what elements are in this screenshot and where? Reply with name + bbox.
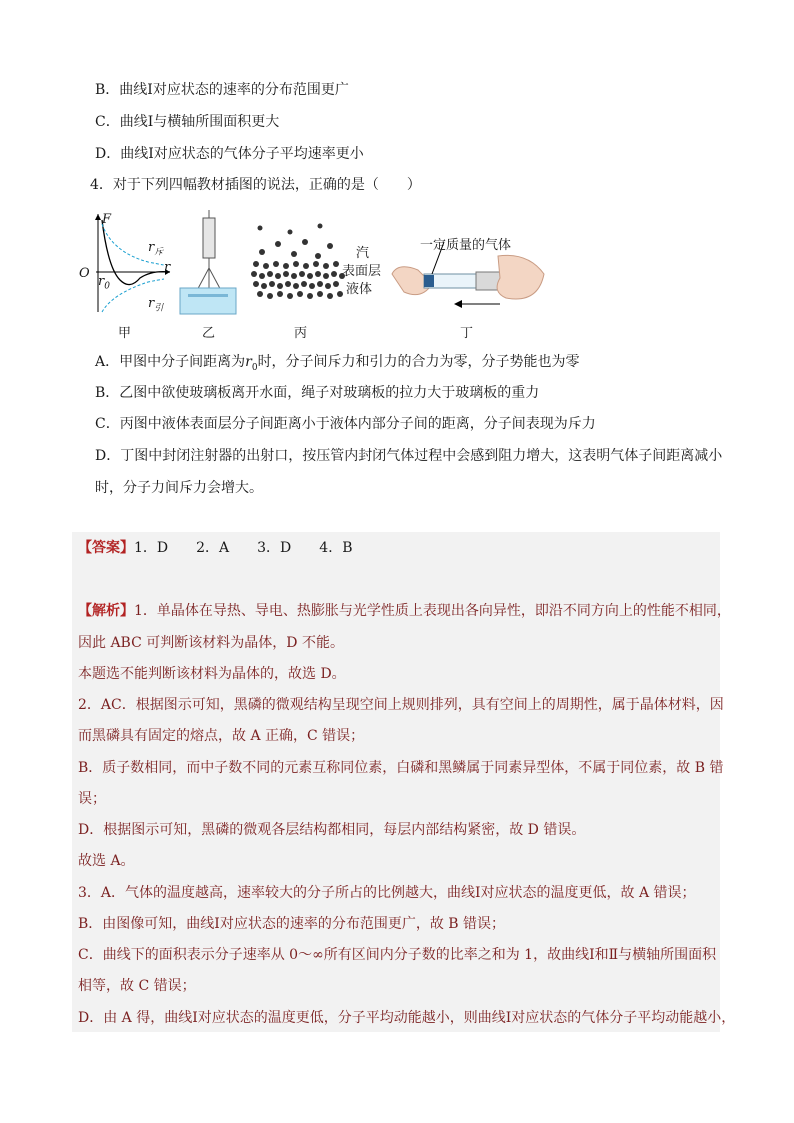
analysis-line-6: B．质子数相同，而中子数不同的元素互称同位素，白磷和黑鳞属于同素异型体，不属于同位素，故 B 错 xyxy=(78,760,724,776)
analysis-line-5: 而黑磷具有固定的熔点，故 A 正确，C 错误； xyxy=(78,728,365,744)
analysis-line-14: D．由 A 得，曲线Ⅰ对应状态的温度更低，分子平均动能越小，则曲线Ⅰ对应状态的气体分子平均动能越小， xyxy=(78,1010,736,1026)
r-attract-label: $r_引$ xyxy=(148,296,164,314)
option-4D-line1: D．丁图中封闭注射器的出射口，按压管内封闭气体过程中会感到阻力增大，这表明气体子间距离减小 xyxy=(95,448,723,464)
figure-ding-label: 丁 xyxy=(460,326,474,341)
question-4-stem: 4．对于下列四幅教材插图的说法，正确的是（ ） xyxy=(90,177,421,193)
gas-label: 一定质量的气体 xyxy=(420,238,512,253)
analysis-line-8: D．根据图示可知，黑磷的微观各层结构都相同，每层内部结构紧密，故 D 错误。 xyxy=(78,822,586,838)
r0-label: $r_0$ xyxy=(98,274,110,292)
vapor-label: 汽 xyxy=(356,246,370,261)
r-repel-label: $r_斥$ xyxy=(148,240,164,258)
analysis-line-10: 3．A．气体的温度越高，速率较大的分子所占的比例越大，曲线Ⅰ对应状态的温度更低，故 A 错误； xyxy=(78,885,696,901)
axis-r-label: r xyxy=(164,260,171,275)
analysis-line-3: 本题选不能判断该材料为晶体的，故选 D。 xyxy=(78,666,346,682)
option-4B: B．乙图中欲使玻璃板离开水面，绳子对玻璃板的拉力大于玻璃板的重力 xyxy=(95,385,540,401)
figure-bing-label: 丙 xyxy=(294,326,308,341)
analysis-line-13: 相等，故 C 错误； xyxy=(78,978,196,994)
liquid-label: 液体 xyxy=(346,282,373,297)
axis-F-label: F xyxy=(102,212,112,227)
answer-line: 【答案】1．D 2．A 3．D 4．B xyxy=(78,540,353,556)
analysis-line-1: 【解析】1．单晶体在导热、导电、热膨胀与光学性质上表现出各向异性，即沿不同方向上的性能不相同， xyxy=(78,603,731,619)
option-3C: C．曲线Ⅰ与横轴所围面积更大 xyxy=(95,114,280,130)
option-4C: C．丙图中液体表面层分子间距离小于液体内部分子间的距离，分子间表现为斥力 xyxy=(95,416,596,432)
analysis-line-9: 故选 A。 xyxy=(78,853,135,869)
analysis-line-4: 2．AC．根据图示可知，黑磷的微观结构呈现空间上规则排列，具有空间上的周期性，属于晶体材料，因 xyxy=(78,697,724,713)
liquid-surface-figure xyxy=(250,222,350,302)
figure-yi-label: 乙 xyxy=(202,326,216,341)
origin-label: O xyxy=(79,266,90,281)
surface-layer-label: 表面层 xyxy=(342,264,382,279)
analysis-line-12: C．曲线下的面积表示分子速率从 0～∞所有区间内分子数的比率之和为 1，故曲线Ⅰ和Ⅱ与横轴所围面积 xyxy=(78,947,717,963)
option-3D: D．曲线Ⅰ对应状态的气体分子平均速率更小 xyxy=(95,146,364,162)
option-3B: B．曲线Ⅰ对应状态的速率的分布范围更广 xyxy=(95,82,349,98)
figure-jia-label: 甲 xyxy=(118,326,132,341)
option-4D-line2: 时，分子力间斥力会增大。 xyxy=(95,480,263,496)
option-4A: A．甲图中分子间距离为$r_0$时，分子间斥力和引力的合力为零，分子势能也为零 xyxy=(95,354,580,373)
analysis-line-2: 因此 ABC 可判断该材料为晶体，D 不能。 xyxy=(78,635,344,651)
figures-row xyxy=(78,208,558,342)
analysis-line-7: 误； xyxy=(78,791,106,807)
spring-scale-figure xyxy=(178,208,238,320)
analysis-line-11: B．由图像可知，曲线Ⅰ对应状态的速率的分布范围更广，故 B 错误； xyxy=(78,916,506,932)
